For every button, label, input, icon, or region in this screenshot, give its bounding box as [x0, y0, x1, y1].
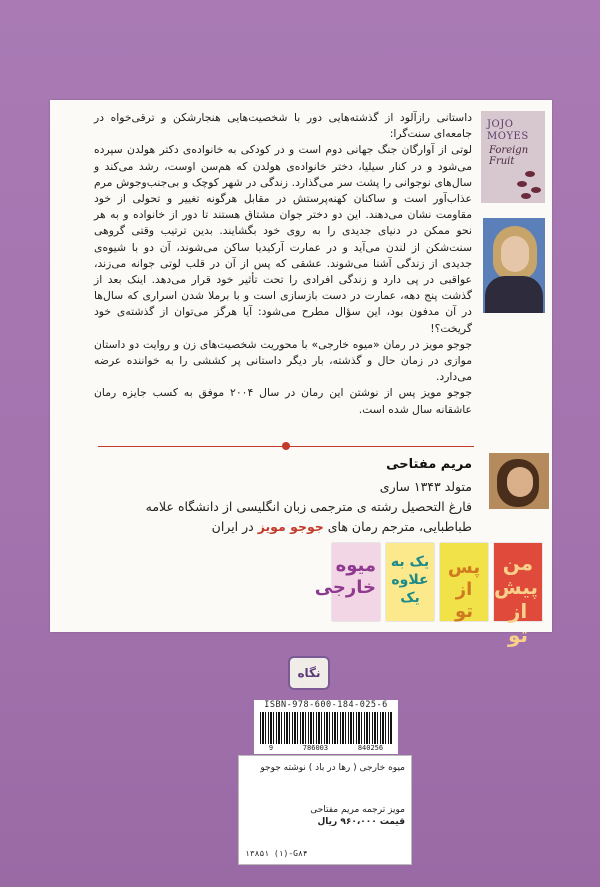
- related-book-title: من پیش از تو: [494, 551, 538, 647]
- isbn-block: [254, 700, 398, 754]
- related-book-cover: [386, 543, 434, 621]
- label-title: میوه خارجی ( رها در باد ) نوشته جوجو: [260, 763, 405, 773]
- author-photo: [483, 218, 545, 313]
- related-book-cover: [440, 543, 488, 621]
- original-book-cover: [481, 111, 545, 203]
- related-books: [314, 543, 544, 647]
- synopsis-paragraph: جوجو مویز پس از نوشتن این رمان در سال ۲۰۰۴ موفق به کسب جایزه رمان عاشقانه سال شده است.: [94, 386, 472, 416]
- label-price: قیمت ۹۶۰،۰۰۰ ریال: [317, 817, 405, 827]
- related-book-title: پس از تو: [447, 557, 481, 622]
- book-title: Foreign Fruit: [489, 145, 529, 167]
- book-author-last: MOYES: [487, 131, 529, 142]
- related-book-title: یک به علاوه یک: [390, 554, 430, 606]
- leaf-decoration: [517, 181, 527, 187]
- divider-dot: [282, 442, 290, 450]
- translator-photo: [489, 453, 549, 509]
- translator-bio: فارغ التحصیل رشته ی مترجمی زبان انگلیسی از دانشگاه علامه طباطبایی، مترجم رمان های جوجو مویز در ایران: [145, 499, 472, 534]
- synopsis-paragraph: جوجو مویز در رمان «میوه خارجی» با محوریت شخصیت‌های زن و روایت دو داستان موازی در زمان حال و گذشته، بار دیگر داستانی پر کششی را به خواننده عرضه می‌دارد.: [94, 337, 472, 384]
- publisher-logo: نگاه: [288, 656, 330, 690]
- synopsis: [94, 110, 472, 418]
- synopsis-paragraph: لوتی از آوارگان جنگ جهانی دوم است و در کودکی به خانواده‌ی دکتر هولدن سپرده می‌شود و در کنار سیلیا، دختر خانواده‌ی هولدن که هم‌سن اوست، رشد می‌کند و سال‌های نوجوانی را پشت سر می‌گذارد. زندگی در شهر کوچک و بی‌جنب‌وجوش مرم عذاب‌آور است و ساکنان کهنه‌پرستش در مقابل هرگونه تغییر و تحولی از خود مقاومت نشان می‌دهند. این دو دختر جوان مشتاق هستند تا دور از خانواده و به هر نحو ممکن در دنیای جدیدی را به روی خود بگشایند. بدین ترتیب وقتی گروهی سنت‌شکن از لندن می‌آید و در عمارت آرکیدیا ساکن می‌شوند، آن دو با شیوه‌ی جدیدی از زندگی آشنا می‌شوند. عشقی که پس از آن در قلب لوتی جوانه می‌زند، عواقبی در پی دارد و زندگی افرادی را تحت تأثیر خود قرار می‌دهد. اینک بعد از گذشت پنج دهه، عمارت در دست بازسازی است و با برملا شدن اسراری که سال‌ها در آن مدفون بود، این سؤال مطرح می‌شود: آیا هرگز می‌توان از گذشته‌ی خود گریخت؟!: [94, 143, 472, 335]
- leaf-decoration: [531, 187, 541, 193]
- translator-birth: متولد ۱۳۴۳ ساری: [379, 479, 472, 494]
- isbn-text: ISBN-978-600-184-025-6: [264, 700, 388, 710]
- related-book-title: میوه خارجی: [314, 555, 376, 598]
- label-translator: مویز ترجمه مریم مفتاحی: [310, 805, 405, 815]
- related-book-cover: [494, 543, 542, 647]
- leaf-decoration: [521, 193, 531, 199]
- barcode-digits: 9 786003 840256: [268, 744, 384, 752]
- book-author-first: JOJO: [487, 119, 514, 130]
- barcode: [260, 712, 392, 744]
- leaf-decoration: [525, 171, 535, 177]
- translator-name: مریم مفتاحی: [386, 457, 472, 472]
- price-label: [238, 755, 412, 865]
- author-name-highlight: جوجو مویز: [257, 519, 324, 534]
- label-code: ۱۳۸۵۱ (۱)-G۸۴: [245, 849, 308, 858]
- related-book-cover: [314, 543, 380, 621]
- synopsis-paragraph: داستانی رازآلود از گذشته‌هایی دور با شخصیت‌هایی هنجارشکن و ترقی‌خواه در جامعه‌ای سنت‌گرا:: [94, 111, 472, 141]
